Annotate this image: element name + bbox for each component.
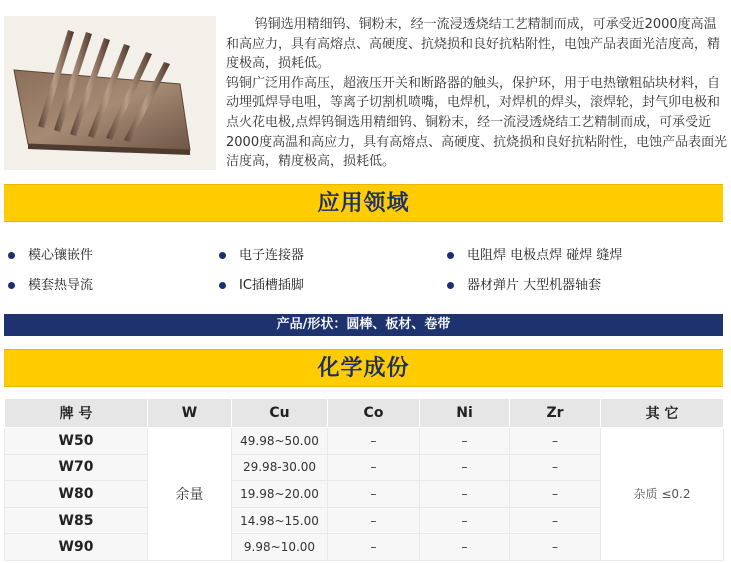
composition-table (4, 398, 724, 561)
header-other: 其 它 (601, 399, 724, 428)
zr-cell: – (510, 454, 601, 481)
bullet-dot-icon (219, 252, 226, 259)
cu-cell: 29.98-30.00 (232, 454, 328, 481)
zr-cell: – (510, 534, 601, 561)
grade-cell: W80 (5, 481, 148, 508)
intro-section (0, 0, 731, 180)
applications-title: 应用领域 (317, 191, 410, 216)
ni-cell: – (420, 454, 510, 481)
grade-cell: W85 (5, 507, 148, 534)
zr-cell: – (510, 428, 601, 455)
grade-cell: W50 (5, 428, 148, 455)
co-cell: – (328, 507, 420, 534)
product-shape-bar: 产品/形状：圆棒、板材、卷带 (4, 314, 723, 336)
co-cell: – (328, 534, 420, 561)
co-cell: – (328, 428, 420, 455)
intro-paragraph-2: 钨铜广泛用作高压，超液压开关和断路器的触头，保护环，用于电热镦粗砧块材料，自动埋弧焊导电咀，等离子切割机喷嘴，电焊机，对焊机的焊头，滚焊轮，封气卯电极和点火花电极,点焊钨铜选用精细钨、铜粉末，经一流浸透烧结工艺精制而成，可承受近2000度高温和高应力，具有高熔点、高硬度、抗烧损和良好抗粘附性，电蚀产品表面光洁度高，精度极高，损耗低。 (226, 75, 728, 170)
bullet-dot-icon (447, 252, 454, 259)
zr-cell: – (510, 481, 601, 508)
header-cu: Cu (232, 399, 328, 428)
cu-cell: 49.98~50.00 (232, 428, 328, 455)
co-cell: – (328, 454, 420, 481)
grade-cell: W70 (5, 454, 148, 481)
composition-banner (4, 349, 723, 387)
product-photo (4, 16, 216, 170)
co-cell: – (328, 481, 420, 508)
ni-cell: – (420, 481, 510, 508)
tungsten-copper-rods-image (4, 16, 216, 170)
bullet-dot-icon (447, 282, 454, 289)
ni-cell: – (420, 428, 510, 455)
intro-paragraph-1: 钨铜选用精细钨、铜粉末，经一流浸透烧结工艺精制而成，可承受近2000度高温和高应力，具有高熔点、高硬度、抗烧损和良好抗粘附性，电蚀产品表面光洁度高，精度极高，损耗低。 (226, 17, 721, 72)
header-w: W (148, 399, 232, 428)
ni-cell: – (420, 534, 510, 561)
w-value-cell: 余量 (148, 428, 232, 561)
header-grade: 牌 号 (5, 399, 148, 428)
applications-list: 模心镶嵌件 电子连接器 电阻焊 电极点焊 碰焊 缝焊 模套热导流 IC插槽插脚 器材弹片 大型机器轴套 (4, 240, 723, 310)
header-ni: Ni (420, 399, 510, 428)
header-zr: Zr (510, 399, 601, 428)
cu-cell: 14.98~15.00 (232, 507, 328, 534)
applications-banner (4, 184, 723, 222)
bullet-dot-icon (8, 282, 15, 289)
zr-cell: – (510, 507, 601, 534)
intro-text (226, 15, 728, 172)
composition-title: 化学成份 (317, 356, 410, 381)
ni-cell: – (420, 507, 510, 534)
other-value-cell: 杂质 ≤0.2 (601, 428, 724, 561)
table-row (5, 428, 724, 455)
grade-cell: W90 (5, 534, 148, 561)
bullet-dot-icon (8, 252, 15, 259)
table-header-row (5, 399, 724, 428)
bullet-dot-icon (219, 282, 226, 289)
header-co: Co (328, 399, 420, 428)
cu-cell: 9.98~10.00 (232, 534, 328, 561)
cu-cell: 19.98~20.00 (232, 481, 328, 508)
